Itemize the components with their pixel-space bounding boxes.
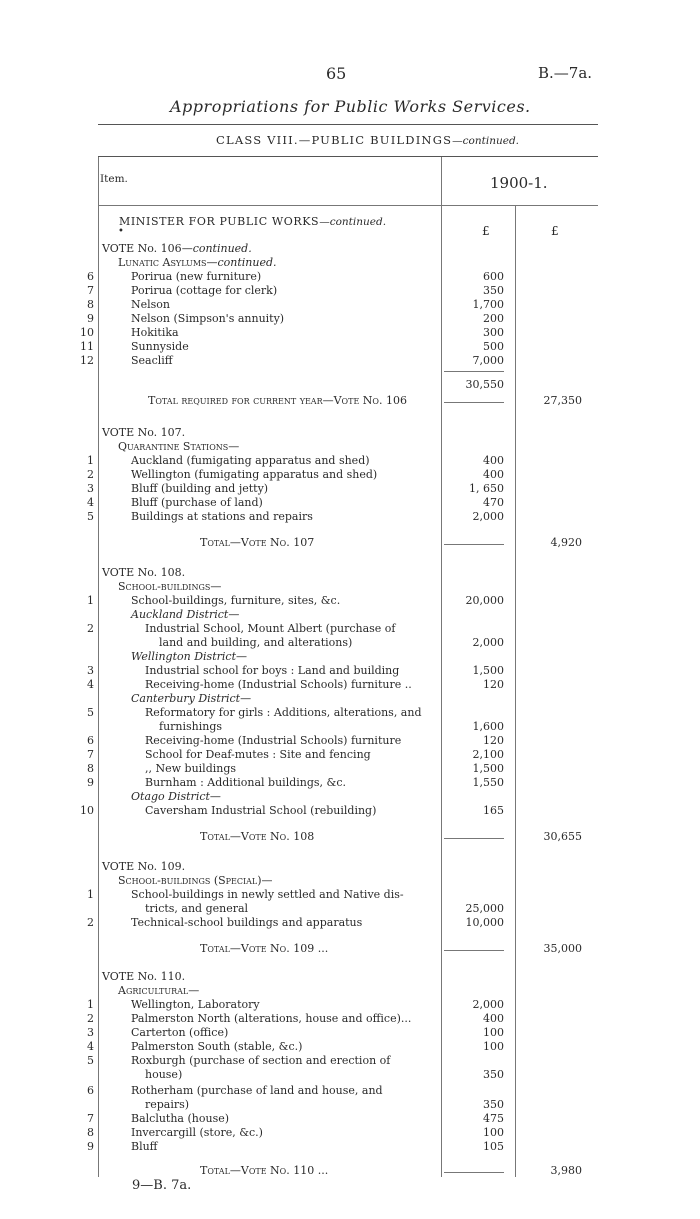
class-heading — [216, 133, 519, 147]
item-description: Wellington District— — [131, 650, 247, 663]
item-amount: 475 — [483, 1112, 504, 1125]
item-number: 4 — [87, 1040, 94, 1053]
subtotal-rule — [444, 371, 504, 372]
item-number: 5 — [87, 510, 94, 523]
item-amount: 120 — [483, 734, 504, 747]
vote-total-amount: 27,350 — [543, 394, 582, 407]
item-description: ,, New buildings — [145, 762, 237, 775]
item-number: 7 — [87, 1112, 94, 1125]
item-number: 6 — [87, 1084, 94, 1097]
footer-signature: 9—B. 7a. — [132, 1178, 192, 1193]
vote-total-label: Total—Vote No. 110 ... — [200, 1164, 329, 1177]
table-row — [0, 256, 700, 270]
vote-total-label: Total required for current year—Vote No. 106 — [148, 394, 407, 407]
table-row — [0, 804, 700, 818]
item-amount: 105 — [483, 1140, 504, 1153]
item-amount: 350 — [483, 284, 504, 297]
item-amount: 350 — [483, 1068, 504, 1081]
item-description: Quarantine Stations— — [118, 440, 240, 453]
table-row — [0, 1026, 700, 1040]
item-number: 10 — [80, 326, 94, 339]
year-header-rule — [441, 205, 598, 206]
item-description: VOTE No. 107. — [102, 426, 186, 439]
item-amount: 25,000 — [465, 902, 504, 915]
item-number: 1 — [87, 594, 94, 607]
item-description: VOTE No. 109. — [102, 860, 186, 873]
item-number: 9 — [87, 312, 94, 325]
item-description: Rotherham (purchase of land and house, and — [131, 1084, 383, 1097]
minister-heading-text: MINISTER FOR PUBLIC WORKS — [119, 215, 320, 228]
table-row — [0, 326, 700, 340]
item-amount: 100 — [483, 1126, 504, 1139]
item-amount: 1,500 — [472, 664, 504, 677]
item-description: VOTE No. 106—continued. — [102, 242, 252, 255]
item-number: 4 — [87, 496, 94, 509]
table-row — [0, 270, 700, 284]
table-row — [0, 916, 700, 930]
item-amount: 1,500 — [472, 762, 504, 775]
item-description: land and building, and alterations) — [159, 636, 353, 649]
item-description: School for Deaf-mutes : Site and fencing — [145, 748, 371, 761]
item-amount: 200 — [483, 312, 504, 325]
page-title: Appropriations for Public Works Services. — [170, 97, 531, 116]
item-amount: 10,000 — [465, 916, 504, 929]
item-number: 8 — [87, 298, 94, 311]
table-row — [0, 1054, 700, 1068]
vote-total-amount: 3,980 — [550, 1164, 582, 1177]
item-description: Agricultural— — [118, 984, 200, 997]
minister-heading — [119, 215, 386, 228]
item-description: Palmerston South (stable, &c.) — [131, 1040, 303, 1053]
total-rule — [444, 838, 504, 839]
item-number: 8 — [87, 762, 94, 775]
item-number: 3 — [87, 664, 94, 677]
table-row — [0, 468, 700, 482]
item-description: Porirua (new furniture) — [131, 270, 262, 283]
table-row — [0, 1112, 700, 1126]
item-amount: 1, 650 — [469, 482, 504, 495]
table-row — [0, 706, 700, 720]
item-amount: 20,000 — [465, 594, 504, 607]
item-amount: 1,600 — [472, 720, 504, 733]
item-amount: 30,550 — [465, 378, 504, 391]
item-description: Sunnyside — [131, 340, 189, 353]
item-amount: 7,000 — [472, 354, 504, 367]
item-amount: 1,550 — [472, 776, 504, 789]
vote-total-label: Total—Vote No. 109 ... — [200, 942, 329, 955]
table-row — [0, 482, 700, 496]
item-amount: 400 — [483, 468, 504, 481]
table-row — [0, 664, 700, 678]
item-number: 3 — [87, 1026, 94, 1039]
item-description: Roxburgh (purchase of section and erection of — [131, 1054, 391, 1067]
vote-total-label: Total—Vote No. 108 — [200, 830, 315, 843]
total-rule — [444, 544, 504, 545]
item-description: Invercargill (store, &c.) — [131, 1126, 263, 1139]
table-row — [0, 510, 700, 524]
item-description: Caversham Industrial School (rebuilding) — [145, 804, 377, 817]
item-description: Palmerston North (alterations, house and office)... — [131, 1012, 412, 1025]
year-column-header: 1900-1. — [490, 174, 548, 192]
item-number: 1 — [87, 998, 94, 1011]
table-row — [0, 298, 700, 312]
item-amount: 100 — [483, 1026, 504, 1039]
item-description: Buildings at stations and repairs — [131, 510, 313, 523]
item-description: School-buildings in newly settled and Native dis- — [131, 888, 404, 901]
item-description: Auckland (fumigating apparatus and shed) — [131, 454, 370, 467]
item-description: Receiving-home (Industrial Schools) furniture .. — [145, 678, 412, 691]
item-description: Bluff — [131, 1140, 158, 1153]
item-description: repairs) — [145, 1098, 190, 1111]
table-row — [0, 790, 700, 804]
table-row — [0, 284, 700, 298]
item-description: Porirua (cottage for clerk) — [131, 284, 278, 297]
table-row — [0, 692, 700, 706]
item-description: Auckland District— — [131, 608, 240, 621]
table-row — [0, 970, 700, 984]
item-amount: 600 — [483, 270, 504, 283]
item-amount: 165 — [483, 804, 504, 817]
table-row — [0, 608, 700, 622]
item-number: 5 — [87, 1054, 94, 1067]
item-description: Carterton (office) — [131, 1026, 229, 1039]
item-description: Wellington, Laboratory — [131, 998, 260, 1011]
item-number: 6 — [87, 734, 94, 747]
item-number: 3 — [87, 482, 94, 495]
item-amount: 400 — [483, 454, 504, 467]
table-row — [0, 720, 700, 734]
item-amount: 2,000 — [472, 636, 504, 649]
item-number: 10 — [80, 804, 94, 817]
item-description: Lunatic Asylums—continued. — [118, 256, 277, 269]
class-heading-text: CLASS VIII.—PUBLIC BUILDINGS — [216, 133, 453, 147]
vote-total-amount: 4,920 — [550, 536, 582, 549]
table-row — [0, 1012, 700, 1026]
item-number: 6 — [87, 270, 94, 283]
item-description: Hokitika — [131, 326, 179, 339]
table-row — [0, 984, 700, 998]
table-row — [0, 312, 700, 326]
item-description: Reformatory for girls : Additions, alterations, and — [145, 706, 422, 719]
item-number: 2 — [87, 622, 94, 635]
table-row — [0, 734, 700, 748]
table-row — [0, 566, 700, 580]
table-row — [0, 580, 700, 594]
item-description: Otago District— — [131, 790, 221, 803]
item-amount: 470 — [483, 496, 504, 509]
vote-total-label: Total—Vote No. 107 — [200, 536, 315, 549]
item-amount: 100 — [483, 1040, 504, 1053]
item-description: School-buildings, furniture, sites, &c. — [131, 594, 341, 607]
table-row — [0, 594, 700, 608]
item-number: 9 — [87, 776, 94, 789]
pound-sign-amount-column: £ — [482, 224, 490, 238]
table-row — [0, 902, 700, 916]
table-row — [0, 496, 700, 510]
table-row — [0, 378, 700, 392]
item-amount: 500 — [483, 340, 504, 353]
table-row — [0, 998, 700, 1012]
item-number: 2 — [87, 1012, 94, 1025]
item-amount: 1,700 — [472, 298, 504, 311]
table-row — [0, 536, 700, 550]
item-amount: 300 — [483, 326, 504, 339]
table-row — [0, 748, 700, 762]
table-top-rule — [98, 156, 598, 157]
item-description: Receiving-home (Industrial Schools) furniture — [145, 734, 402, 747]
total-rule — [444, 402, 504, 403]
item-description: Industrial School, Mount Albert (purchase of — [145, 622, 396, 635]
item-description: VOTE No. 108. — [102, 566, 186, 579]
bullet-mark: • — [118, 226, 124, 237]
table-row — [0, 426, 700, 440]
table-row — [0, 1068, 700, 1082]
item-amount: 400 — [483, 1012, 504, 1025]
item-description: Nelson — [131, 298, 171, 311]
table-row — [0, 636, 700, 650]
table-row — [0, 860, 700, 874]
item-number: 5 — [87, 706, 94, 719]
item-description: Bluff (purchase of land) — [131, 496, 263, 509]
item-description: Industrial school for boys : Land and building — [145, 664, 400, 677]
item-amount: 2,000 — [472, 998, 504, 1011]
table-row — [0, 1126, 700, 1140]
table-row — [0, 454, 700, 468]
document-reference: B.—7a. — [538, 64, 593, 82]
item-description: furnishings — [159, 720, 223, 733]
item-description: Canterbury District— — [131, 692, 252, 705]
table-row — [0, 354, 700, 368]
vote-total-amount: 30,655 — [543, 830, 582, 843]
item-number: 2 — [87, 916, 94, 929]
item-description: Seacliff — [131, 354, 173, 367]
table-row — [0, 1084, 700, 1098]
item-amount: 2,100 — [472, 748, 504, 761]
vote-total-amount: 35,000 — [543, 942, 582, 955]
table-row — [0, 1164, 700, 1178]
item-description: School-buildings (Special)— — [118, 874, 273, 887]
table-row — [0, 340, 700, 354]
total-rule — [444, 1172, 504, 1173]
table-row — [0, 1040, 700, 1054]
item-number: 1 — [87, 454, 94, 467]
item-number: 7 — [87, 284, 94, 297]
table-row — [0, 650, 700, 664]
table-row — [0, 762, 700, 776]
total-rule — [444, 950, 504, 951]
table-row — [0, 874, 700, 888]
item-description: Wellington (fumigating apparatus and shed) — [131, 468, 378, 481]
table-row — [0, 1140, 700, 1154]
item-description: Nelson (Simpson's annuity) — [131, 312, 285, 325]
item-number: 1 — [87, 888, 94, 901]
table-row — [0, 942, 700, 956]
item-description: Burnham : Additional buildings, &c. — [145, 776, 346, 789]
item-header-rule — [98, 205, 441, 206]
item-amount: 350 — [483, 1098, 504, 1111]
item-description: house) — [145, 1068, 183, 1081]
item-description: Balclutha (house) — [131, 1112, 230, 1125]
table-row — [0, 830, 700, 844]
table-row — [0, 888, 700, 902]
item-number: 12 — [80, 354, 94, 367]
header-rule — [98, 124, 598, 125]
item-description: tricts, and general — [145, 902, 249, 915]
item-description: School-buildings— — [118, 580, 222, 593]
table-row — [0, 440, 700, 454]
item-amount: 2,000 — [472, 510, 504, 523]
item-number: 9 — [87, 1140, 94, 1153]
minister-heading-continued: —continued. — [319, 216, 387, 228]
table-row — [0, 622, 700, 636]
item-amount: 120 — [483, 678, 504, 691]
table-row — [0, 1098, 700, 1112]
item-description: Bluff (building and jetty) — [131, 482, 269, 495]
table-row — [0, 242, 700, 256]
item-number: 2 — [87, 468, 94, 481]
class-heading-continued: —continued. — [452, 135, 520, 147]
table-row — [0, 678, 700, 692]
pound-sign-total-column: £ — [551, 224, 559, 238]
item-number: 11 — [80, 340, 94, 353]
item-column-header: Item. — [100, 173, 128, 185]
item-number: 8 — [87, 1126, 94, 1139]
item-number: 7 — [87, 748, 94, 761]
page-number: 65 — [326, 64, 347, 83]
table-row — [0, 394, 700, 408]
item-description: VOTE No. 110. — [102, 970, 186, 983]
table-row — [0, 776, 700, 790]
item-description: Technical-school buildings and apparatus — [131, 916, 363, 929]
item-number: 4 — [87, 678, 94, 691]
